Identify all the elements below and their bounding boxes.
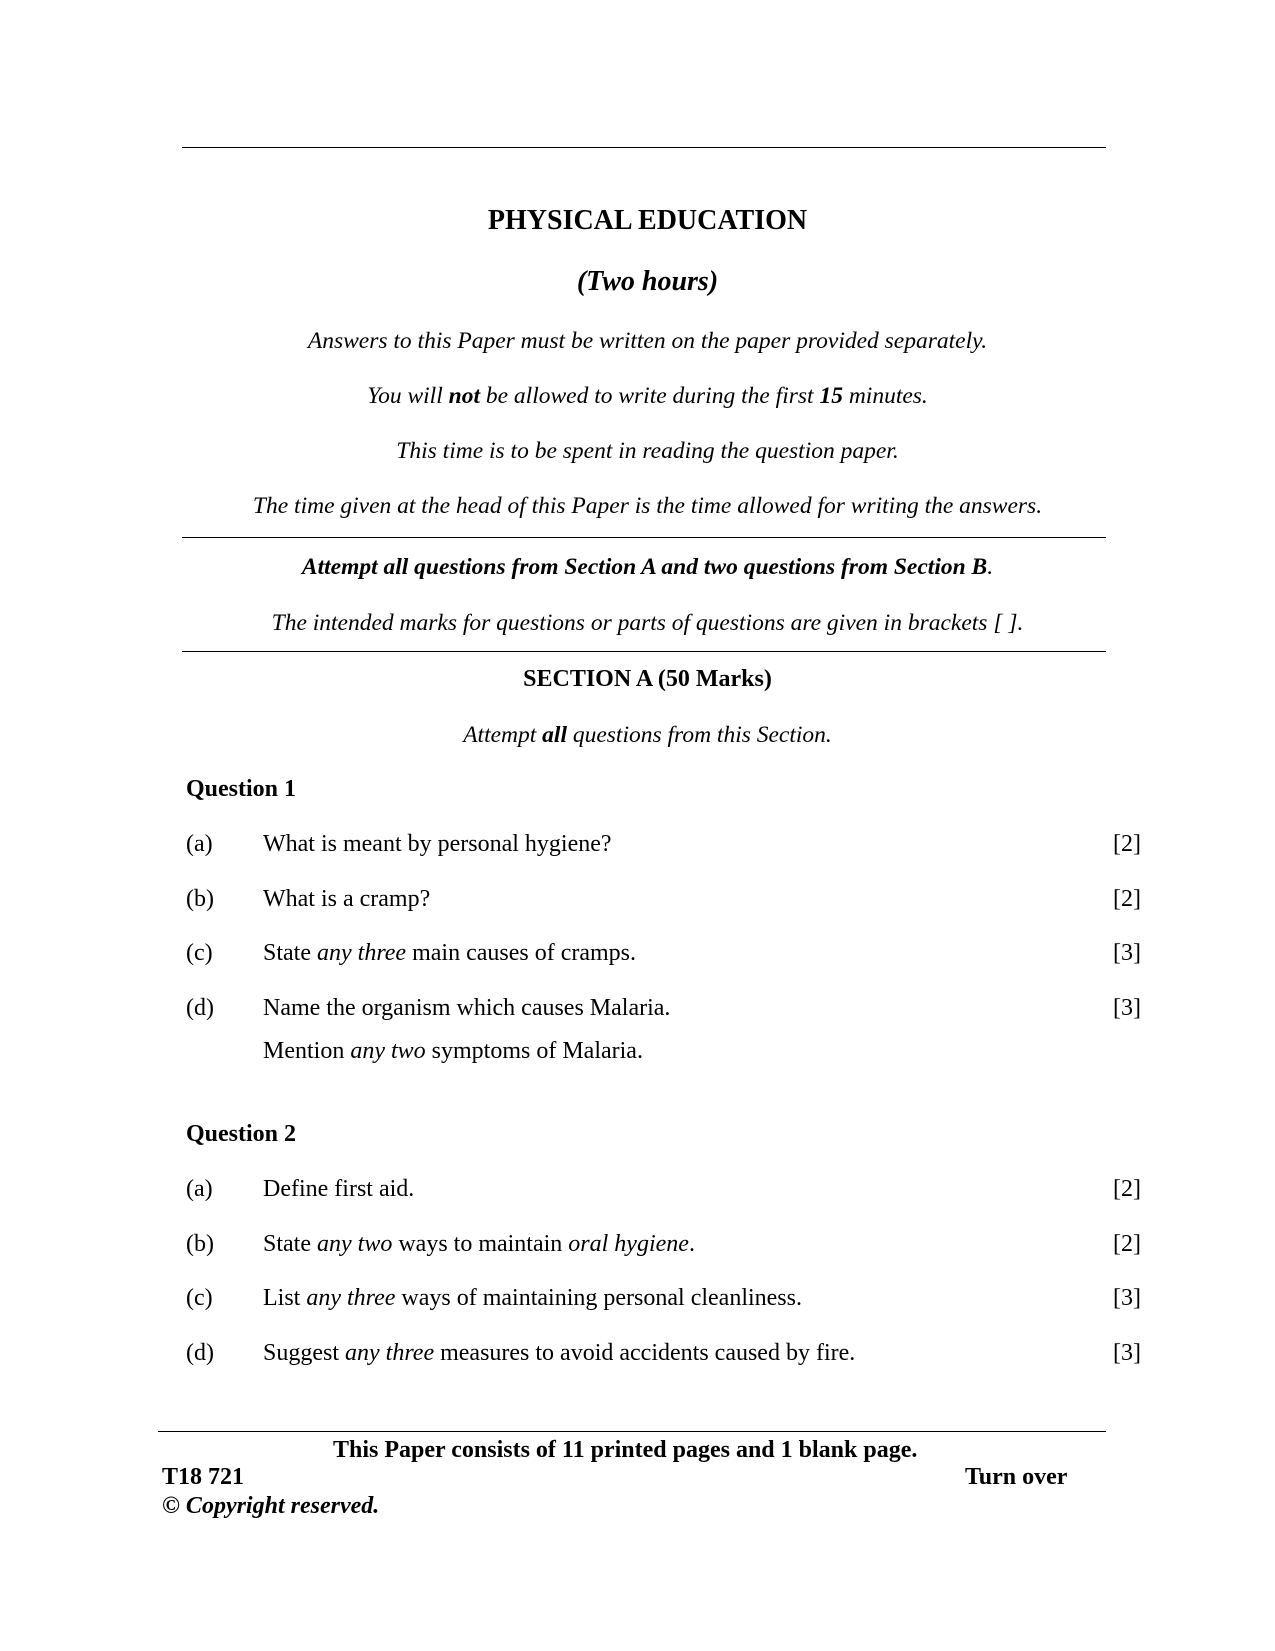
question-part-text-before: List xyxy=(263,1285,307,1311)
question-part-text xyxy=(263,1340,855,1367)
question-part-text-before: State xyxy=(263,940,317,966)
question-part-text-after: main causes of cramps. xyxy=(406,940,636,966)
footer-copyright: © Copyright reserved. xyxy=(162,1493,380,1519)
question-part-line2-italic: any two xyxy=(350,1038,426,1064)
question-part-text-italic: any three xyxy=(345,1340,435,1366)
question-part-text-italic: any three xyxy=(306,1285,396,1311)
section-a-subtitle-part2: questions from this Section. xyxy=(566,722,832,748)
question-part-text-italic: any three xyxy=(317,940,407,966)
instruction-attempt-text: Attempt all questions from Section A and two questions from Section B xyxy=(301,554,988,580)
section-a-subtitle-all: all xyxy=(542,722,567,748)
instruction-marks-note: The intended marks for questions or parts of questions are given in brackets [ ]. xyxy=(271,610,1024,636)
question-part-text xyxy=(263,1285,802,1312)
question-part-text-after: ways of maintaining personal cleanliness. xyxy=(395,1285,802,1311)
question-1d xyxy=(186,995,1141,1075)
instruction-answers-separate: Answers to this Paper must be written on the paper provided separately. xyxy=(307,328,988,354)
exam-duration: (Two hours) xyxy=(576,266,719,297)
footer-rule xyxy=(158,1431,1106,1432)
question-part-text: What is meant by personal hygiene? xyxy=(263,831,612,857)
instruction-reading-time-part1: You will xyxy=(367,383,449,409)
question-part-label: (c) xyxy=(186,940,213,966)
instruction-reading-time-not: not xyxy=(448,383,480,409)
instruction-reading-time-minutes: 15 xyxy=(819,383,843,409)
question-part-label: (a) xyxy=(186,1176,213,1202)
instruction-time-allowed: The time given at the head of this Paper is the time allowed for writing the answers. xyxy=(252,493,1043,519)
question-part-label: (b) xyxy=(186,886,214,912)
question-1-heading: Question 1 xyxy=(186,776,297,802)
footer-turn-over: Turn over xyxy=(965,1464,1068,1490)
section-a-title: SECTION A (50 Marks) xyxy=(523,666,772,692)
section-a-subtitle xyxy=(0,722,1275,749)
question-part-text-before: State xyxy=(263,1231,317,1257)
page-title: PHYSICAL EDUCATION xyxy=(487,205,808,236)
instruction-reading-time xyxy=(0,383,1275,410)
question-part-label: (b) xyxy=(186,1231,214,1257)
instruction-reading-time-part3: minutes. xyxy=(842,383,928,409)
question-part-text-italic-2: oral hygiene xyxy=(568,1231,689,1257)
question-part-marks: [3] xyxy=(1113,940,1141,966)
question-part-text xyxy=(263,940,636,967)
question-part-text xyxy=(263,1231,695,1258)
question-part-marks: [2] xyxy=(1113,831,1141,857)
question-part-marks: [2] xyxy=(1113,1176,1141,1202)
question-part-line2-after: symptoms of Malaria. xyxy=(425,1038,643,1064)
question-part-label: (a) xyxy=(186,831,213,857)
section-a-subtitle-part1: Attempt xyxy=(463,722,543,748)
question-part-marks: [2] xyxy=(1113,886,1141,912)
instruction-attempt-end: . xyxy=(987,554,994,580)
footer-pages-note: This Paper consists of 11 printed pages and 1 blank page. xyxy=(333,1437,918,1463)
question-part-text-line2 xyxy=(263,1038,643,1065)
question-part-text-after: measures to avoid accidents caused by fire. xyxy=(434,1340,856,1366)
question-part-label: (c) xyxy=(186,1285,213,1311)
question-part-marks: [2] xyxy=(1113,1231,1141,1257)
instruction-reading-purpose: This time is to be spent in reading the question paper. xyxy=(396,438,899,464)
top-rule xyxy=(182,147,1106,148)
question-part-text-after: . xyxy=(688,1231,695,1257)
question-part-marks: [3] xyxy=(1113,1340,1141,1366)
footer-paper-code: T18 721 xyxy=(162,1464,245,1490)
instructions-rule-bottom xyxy=(182,651,1106,652)
question-part-text-before: Suggest xyxy=(263,1340,346,1366)
instruction-attempt xyxy=(0,554,1275,581)
question-part-text: Name the organism which causes Malaria. xyxy=(263,995,671,1021)
question-part-label: (d) xyxy=(186,1340,214,1366)
question-part-text: Define first aid. xyxy=(263,1176,415,1202)
instruction-reading-time-part2: be allowed to write during the first xyxy=(479,383,820,409)
question-part-text-italic: any two xyxy=(317,1231,393,1257)
question-part-line2-before: Mention xyxy=(263,1038,351,1064)
question-part-marks: [3] xyxy=(1113,1285,1141,1311)
question-part-text-mid: ways to maintain xyxy=(392,1231,569,1257)
question-part-marks: [3] xyxy=(1113,995,1141,1021)
question-part-label: (d) xyxy=(186,995,214,1021)
instructions-rule-top xyxy=(182,537,1106,538)
question-2-heading: Question 2 xyxy=(186,1121,297,1147)
question-part-text: What is a cramp? xyxy=(263,886,431,912)
